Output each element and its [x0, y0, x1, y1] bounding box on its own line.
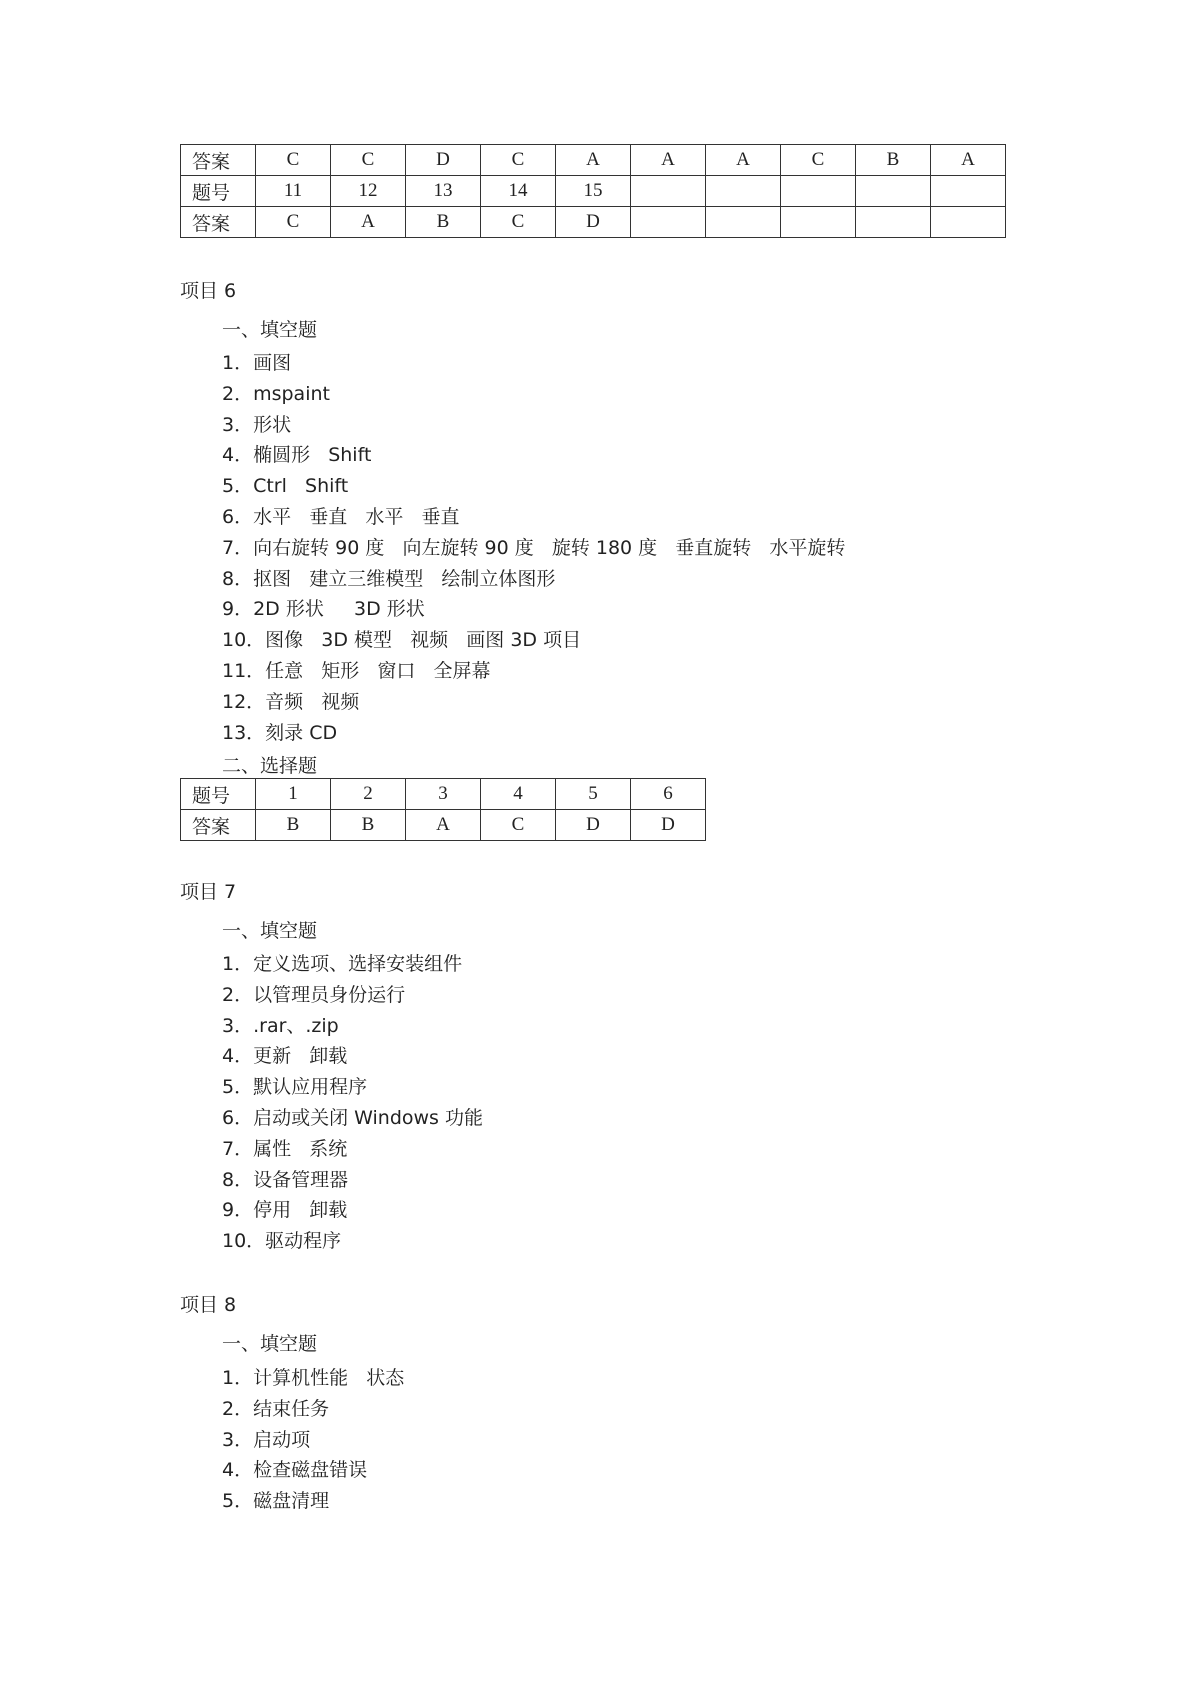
- list-item: 2．以管理员身份运行: [222, 983, 406, 1006]
- row-header: 答案: [181, 810, 256, 841]
- table-cell: C: [481, 810, 556, 841]
- table-cell: 14: [481, 176, 556, 207]
- list-item: 3．形状: [222, 413, 292, 436]
- list-item: 4．检查磁盘错误: [222, 1459, 368, 1482]
- table-cell: A: [631, 145, 706, 176]
- table-cell: B: [406, 207, 481, 238]
- list-item: 8．设备管理器: [222, 1168, 349, 1191]
- row-header: 答案: [181, 145, 256, 176]
- list-item: 2．mspaint: [222, 382, 330, 405]
- table-row: [181, 779, 706, 810]
- project-7-title: 项目 7: [180, 881, 237, 903]
- table-cell: [631, 176, 706, 207]
- table-cell: 3: [406, 779, 481, 810]
- table-cell: 2: [331, 779, 406, 810]
- project-6-title: 项目 6: [180, 280, 237, 302]
- list-item: 10．驱动程序: [222, 1230, 342, 1253]
- list-item: 1．画图: [222, 352, 292, 374]
- table-cell: A: [556, 145, 631, 176]
- table-cell: 5: [556, 779, 631, 810]
- list-item: 5．默认应用程序: [222, 1076, 368, 1099]
- row-header: 答案: [181, 207, 256, 238]
- list-item: 10．图像 3D 模型 视频 画图 3D 项目: [222, 629, 582, 652]
- table-cell: 6: [631, 779, 706, 810]
- table-row: [181, 207, 1006, 238]
- list-item: 7．属性 系统: [222, 1137, 348, 1160]
- list-item: 4．更新 卸载: [222, 1045, 348, 1068]
- project-7-fill-blank-list: [222, 949, 483, 1257]
- table-row: [181, 176, 1006, 207]
- list-item: 3．启动项: [222, 1428, 311, 1451]
- table-cell: B: [256, 810, 331, 841]
- project-6-answer-table: [180, 778, 706, 841]
- list-item: 2．结束任务: [222, 1397, 330, 1420]
- row-header: 题号: [181, 779, 256, 810]
- list-item: 11．任意 矩形 窗口 全屏幕: [222, 659, 491, 682]
- table-cell: C: [781, 145, 856, 176]
- table-cell: 12: [331, 176, 406, 207]
- row-header: 题号: [181, 176, 256, 207]
- table-cell: [931, 176, 1006, 207]
- list-item: 3．.rar、.zip: [222, 1014, 339, 1037]
- table-cell: A: [931, 145, 1006, 176]
- table-cell: 15: [556, 176, 631, 207]
- table-cell: [856, 176, 931, 207]
- table-row: [181, 810, 706, 841]
- list-item: 8．抠图 建立三维模型 绘制立体图形: [222, 567, 556, 590]
- table-cell: D: [556, 207, 631, 238]
- table-cell: [931, 207, 1006, 238]
- table-cell: [781, 207, 856, 238]
- list-item: 9．2D 形状 3D 形状: [222, 598, 425, 621]
- list-item: 7．向右旋转 90 度 向左旋转 90 度 旋转 180 度 垂直旋转 水平旋转: [222, 536, 846, 559]
- table-cell: 13: [406, 176, 481, 207]
- project-8-fill-blank-title: 一、填空题: [222, 1333, 318, 1355]
- table-cell: D: [631, 810, 706, 841]
- table-cell: 4: [481, 779, 556, 810]
- table-cell: 1: [256, 779, 331, 810]
- table-cell: [856, 207, 931, 238]
- list-item: 12．音频 视频: [222, 690, 360, 713]
- table-cell: [706, 176, 781, 207]
- project-8-fill-blank-list: [222, 1363, 404, 1517]
- table-cell: B: [856, 145, 931, 176]
- project-6-fill-blank-list: [222, 348, 845, 748]
- table-cell: [706, 207, 781, 238]
- project-6-fill-blank-title: 一、填空题: [222, 319, 318, 341]
- table-cell: A: [706, 145, 781, 176]
- table-cell: C: [256, 207, 331, 238]
- table-cell: D: [406, 145, 481, 176]
- table-cell: C: [481, 207, 556, 238]
- table-cell: B: [331, 810, 406, 841]
- answer-table-continued: [180, 144, 1006, 238]
- list-item: 4．椭圆形 Shift: [222, 444, 372, 467]
- list-item: 1．定义选项、选择安装组件: [222, 953, 463, 975]
- table-cell: C: [331, 145, 406, 176]
- list-item: 6．启动或关闭 Windows 功能: [222, 1106, 483, 1129]
- list-item: 5．Ctrl Shift: [222, 475, 349, 498]
- table-cell: [631, 207, 706, 238]
- table-cell: D: [556, 810, 631, 841]
- table-cell: A: [406, 810, 481, 841]
- table-cell: [781, 176, 856, 207]
- list-item: 5．磁盘清理: [222, 1490, 330, 1513]
- project-7-fill-blank-title: 一、填空题: [222, 920, 318, 942]
- table-cell: A: [331, 207, 406, 238]
- table-cell: C: [256, 145, 331, 176]
- table-row: [181, 145, 1006, 176]
- list-item: 9．停用 卸载: [222, 1199, 348, 1222]
- table-cell: 11: [256, 176, 331, 207]
- project-6-choice-title: 二、选择题: [222, 755, 318, 777]
- project-8-title: 项目 8: [180, 1294, 237, 1316]
- list-item: 1．计算机性能 状态: [222, 1367, 405, 1389]
- list-item: 6．水平 垂直 水平 垂直: [222, 505, 460, 528]
- list-item: 13．刻录 CD: [222, 721, 338, 744]
- table-cell: C: [481, 145, 556, 176]
